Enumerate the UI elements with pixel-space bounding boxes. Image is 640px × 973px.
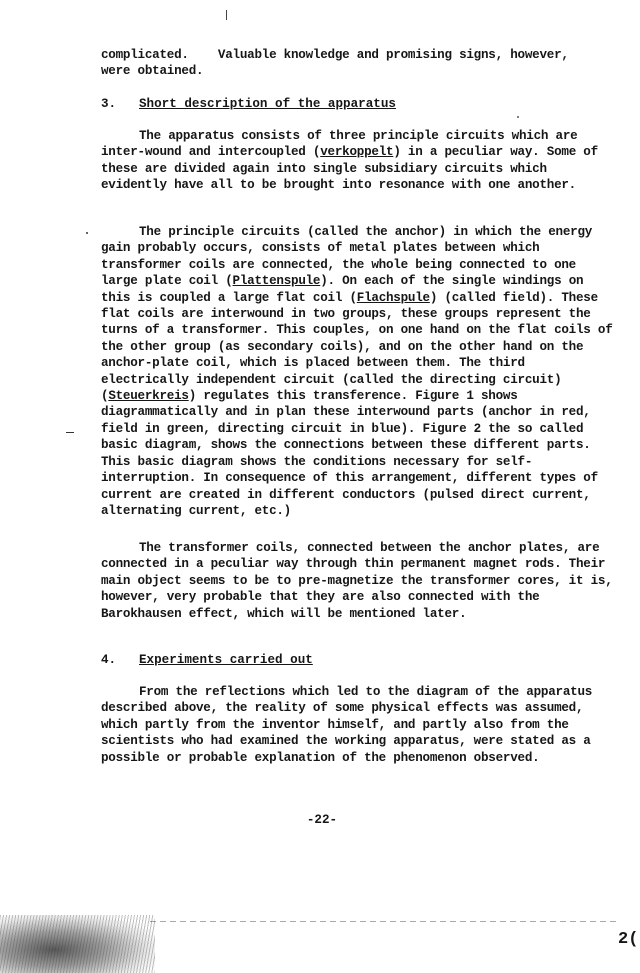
text: ) (called field). These flat coils are interwound in two groups, these groups represent the turns of a transformer. This couples, on one hand on the flat coils of the other group (as secondary coils), and on the other hand on the anchor-plate coil, which is placed between them. The third electrically independent circuit (called the directing circuit) ( (101, 290, 613, 404)
section-4-heading (101, 652, 313, 668)
text: ). On each of the single windings on this is coupled a large flat coil ( (101, 274, 584, 305)
term-plattenspule: Plattenspule (232, 274, 321, 289)
page-number: -22- (306, 813, 338, 827)
term-verkoppelt: verkoppelt (320, 145, 394, 160)
text: ) regulates this transference. Figure 1 shows diagrammatically and in plan these interwound parts (anchor in red, field in green, directing circuit in blue). Figure 2 the so called basic diagram, shows the connections between these different parts. This basic diagram shows the conditions necessary for self-interruption. In consequence of this arrangement, different types of current are created in different conductors (pulsed direct current, alternating current, etc.) (101, 389, 598, 518)
section-3-number: 3. (101, 97, 117, 111)
text: The principle circuits (called the anchor) in which the energy gain probably occurs, consists of metal plates between which transformer coils are connected, the whole being connected to one large plate coil ( (101, 225, 593, 289)
corner-page-mark: 2( (618, 930, 639, 949)
section-4-number: 4. (101, 653, 117, 667)
intro-line-2: were obtained. (101, 64, 204, 79)
scan-mark (226, 10, 227, 20)
section-3-heading (101, 96, 396, 112)
scan-speck (517, 116, 519, 118)
intro-line-1: complicated. Valuable knowledge and promising signs, however, (101, 48, 569, 62)
paragraph-circuits (101, 224, 616, 519)
term-steuerkreis: Steuerkreis (108, 389, 189, 404)
text: The apparatus consists of three principle circuits which are inter-wound and intercoupled ( (101, 129, 578, 160)
paragraph-apparatus (101, 128, 616, 194)
paragraph-transformer-coils: The transformer coils, connected between the anchor plates, are connected in a peculiar way through thin permanent magnet rods. Their main object seems to be to pre-magnetize the transformer cores, it is, however, very probable that they are also connected with the Barokhausen effect, which will be mentioned later. (101, 541, 613, 621)
intro-paragraph (101, 47, 616, 80)
paragraph-experiments: From the reflections which led to the diagram of the apparatus described above, the reality of some physical effects was assumed, which partly from the inventor himself, and partly also from the scientists who had examined the working apparatus, were stated as a possible or probable explanation of the phenomenon observed. (101, 685, 593, 765)
scan-edge-line (150, 921, 620, 922)
section-4-title: Experiments carried out (139, 653, 313, 667)
margin-dot (86, 232, 88, 234)
margin-dash (66, 432, 74, 433)
text: ) in a peculiar way. Some of these are divided again into single subsidiary circuits which evidently have all to be brought into resonance with one another. (101, 145, 598, 193)
section-3-title: Short description of the apparatus (139, 97, 396, 111)
scan-smudge (0, 915, 155, 973)
term-flachspule: Flachspule (356, 290, 430, 305)
